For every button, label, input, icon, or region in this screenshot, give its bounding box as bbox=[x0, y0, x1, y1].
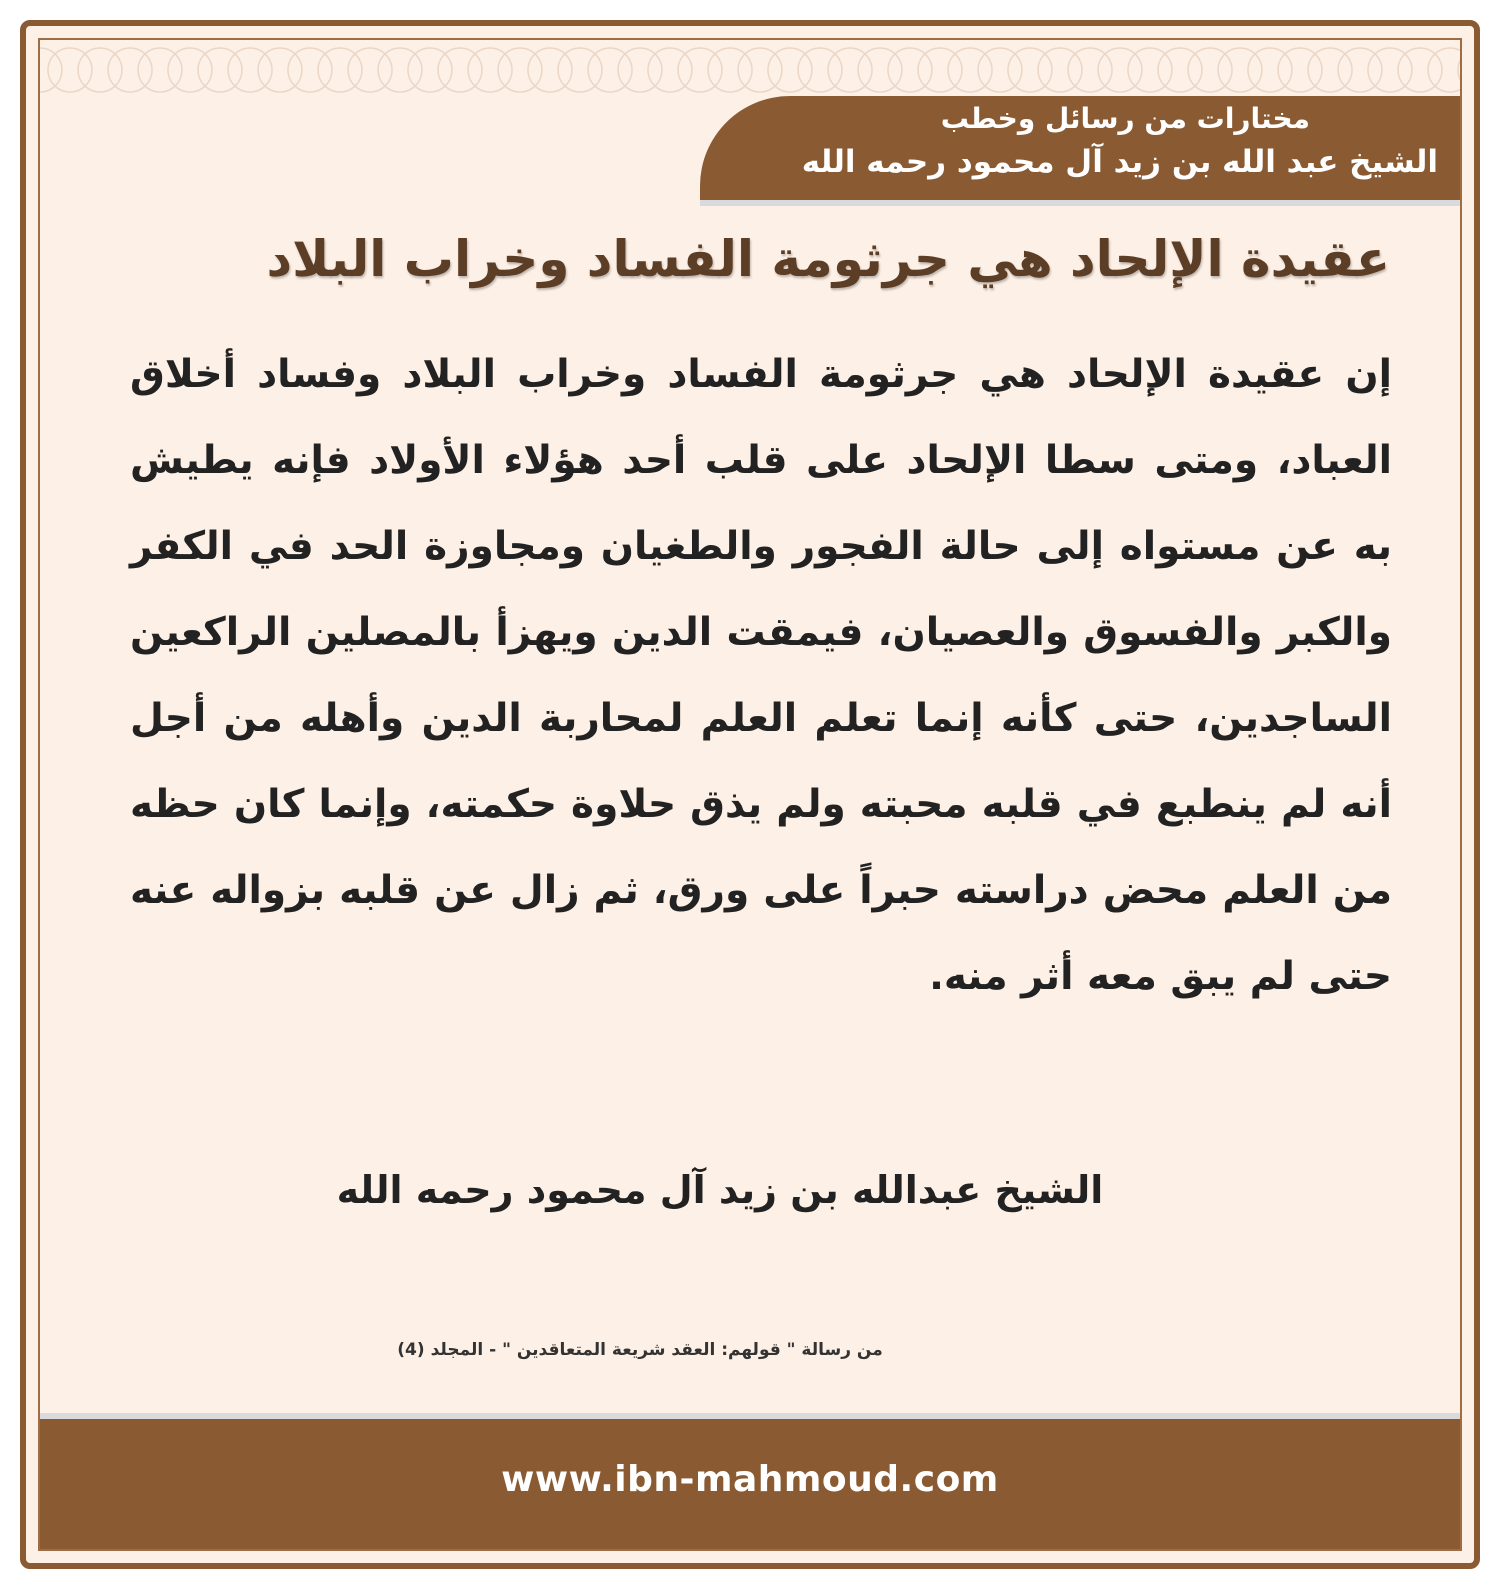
website-link[interactable]: www.ibn-mahmoud.com bbox=[501, 1459, 999, 1500]
decorative-pattern bbox=[40, 40, 1462, 100]
article-body: إن عقيدة الإلحاد هي جرثومة الفساد وخراب البلاد وفساد أخلاق العباد، ومتى سطا الإلحاد على قلب أحد هؤلاء الأولاد فإنه يطيش به عن مستواه إلى حالة الفجور والطغيان ومجاوزة الحد في الكفر والكبر والفسوق والعصيان، فيمقت الدين ويهزأ بالمصلين الراكعين الساجدين، حتى كأنه إنما تعلم العلم لمحاربة الدين وأهله من أجل أنه لم ينطبع في قلبه محبته ولم يذق حلاوة حكمته، وإنما كان حظه من العلم محض دراسته حبراً على ورق، ثم زال عن قلبه بزواله عنه حتى لم يبق معه أثر منه. bbox=[130, 352, 1392, 999]
page-title: عقيدة الإلحاد هي جرثومة الفساد وخراب البلاد bbox=[266, 230, 1390, 288]
header-banner bbox=[700, 96, 1460, 200]
source-citation: من رسالة " قولهم: العقد شريعة المتعاقدين " - المجلد (4) bbox=[397, 1340, 883, 1360]
header-series-title: مختارات من رسائل وخطب bbox=[940, 102, 1310, 135]
footer-bar bbox=[40, 1419, 1460, 1549]
header-author-name: الشيخ عبد الله بن زيد آل محمود رحمه الله bbox=[801, 144, 1438, 180]
author-signature: الشيخ عبدالله بن زيد آل محمود رحمه الله bbox=[336, 1168, 1104, 1212]
page-frame bbox=[20, 20, 1480, 1569]
content-panel bbox=[38, 38, 1462, 1551]
